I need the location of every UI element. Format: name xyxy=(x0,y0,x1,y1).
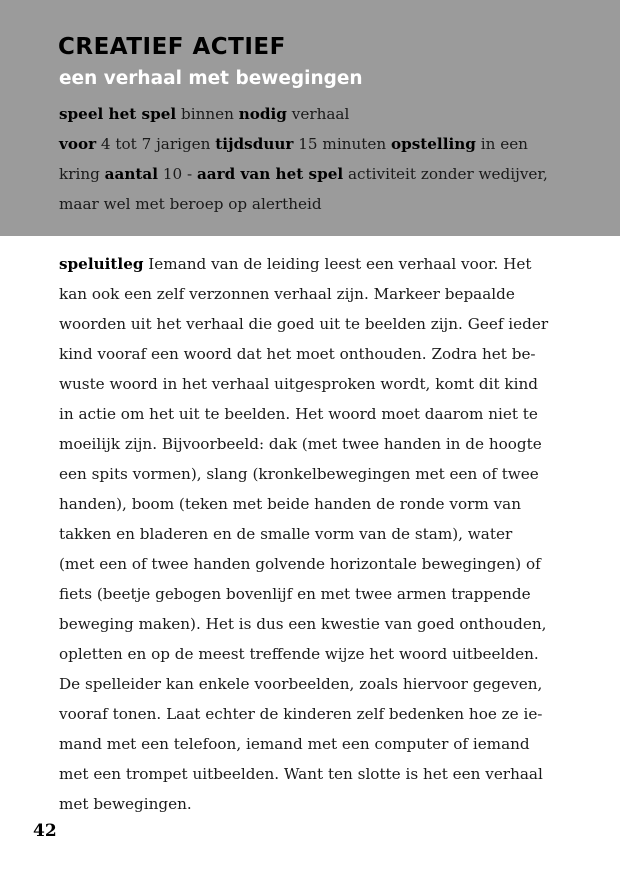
kring-text: kring xyxy=(59,165,105,183)
speel-value: binnen xyxy=(176,105,239,123)
body-line: opletten en op de meest treffende wijze het woord uitbeelden. xyxy=(59,645,539,663)
body-line: een spits vormen), slang (kronkelbewegingen met een of twee xyxy=(59,465,539,483)
body-line: mand met een telefoon, iemand met een computer of iemand xyxy=(59,735,530,753)
body-line: (met een of twee handen golvende horizontale bewegingen) of xyxy=(59,555,541,573)
body-line: kan ook een zelf verzonnen verhaal zijn. Markeer bepaalde xyxy=(59,285,515,303)
body-line: in actie om het uit te beelden. Het woord moet daarom niet te xyxy=(59,405,538,423)
voor-label: voor xyxy=(59,135,97,153)
aard-label: aard van het spel xyxy=(196,165,344,183)
body-line: met bewegingen. xyxy=(59,795,192,813)
nodig-label: nodig xyxy=(238,105,287,123)
body-first-line-text: Iemand van de leiding leest een verhaal voor. Het xyxy=(143,255,532,273)
opstelling-label: opstelling xyxy=(390,135,476,153)
game-description xyxy=(59,249,564,819)
speel-label: speel het spel xyxy=(59,105,177,123)
meta-line-4: maar wel met beroep op alertheid xyxy=(59,195,322,213)
nodig-value: verhaal xyxy=(286,105,350,123)
aantal-label: aantal xyxy=(104,165,159,183)
body-line: De spelleider kan enkele voorbeelden, zoals hiervoor gegeven, xyxy=(59,675,543,693)
meta-line-2 xyxy=(59,129,559,159)
meta-line-3 xyxy=(59,159,559,189)
tijdsduur-label: tijdsduur xyxy=(215,135,294,153)
voor-value: 4 tot 7 jarigen xyxy=(96,135,216,153)
body-line: beweging maken). Het is dus een kwestie van goed onthouden, xyxy=(59,615,547,633)
body-line: handen), boom (teken met beide handen de ronde vorm van xyxy=(59,495,521,513)
game-title: een verhaal met bewegingen xyxy=(59,68,363,89)
body-line: vooraf tonen. Laat echter de kinderen zelf bedenken hoe ze ie- xyxy=(59,705,543,723)
opstelling-value: in een xyxy=(475,135,528,153)
body-line: fiets (beetje gebogen bovenlijf en met twee armen trappende xyxy=(59,585,531,603)
speluitleg-label: speluitleg xyxy=(59,255,144,273)
body-line: wuste woord in het verhaal uitgesproken wordt, komt dit kind xyxy=(59,375,538,393)
game-meta xyxy=(59,99,559,219)
body-line: woorden uit het verhaal die goed uit te beelden zijn. Geef ieder xyxy=(59,315,549,333)
body-line: takken en bladeren en de smalle vorm van de stam), water xyxy=(59,525,513,543)
tijdsduur-value: 15 minuten xyxy=(293,135,391,153)
aantal-value: 10 - xyxy=(158,165,197,183)
body-line: moeilijk zijn. Bijvoorbeeld: dak (met twee handen in de hoogte xyxy=(59,435,542,453)
page-number: 42 xyxy=(33,821,57,841)
meta-line-1 xyxy=(59,99,559,129)
header-band xyxy=(0,0,620,236)
body-line: kind vooraf een woord dat het moet onthouden. Zodra het be- xyxy=(59,345,536,363)
body-line-first xyxy=(59,249,564,279)
section-title: CREATIEF ACTIEF xyxy=(58,34,286,60)
body-line: met een trompet uitbeelden. Want ten slotte is het een verhaal xyxy=(59,765,543,783)
aard-value: activiteit zonder wedijver, xyxy=(343,165,548,183)
